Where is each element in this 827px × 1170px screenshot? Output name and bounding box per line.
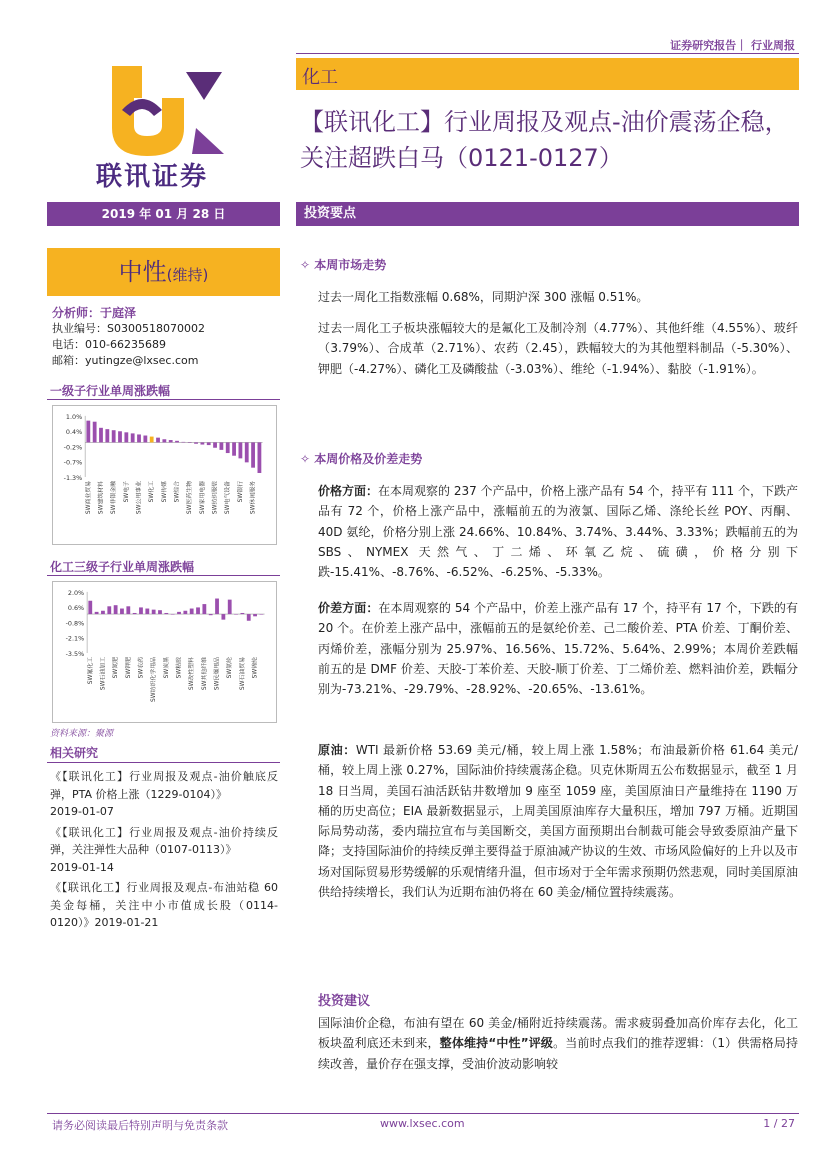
bar bbox=[207, 442, 211, 445]
bar bbox=[190, 609, 194, 615]
bar bbox=[156, 438, 160, 443]
bar bbox=[99, 428, 103, 443]
category-label: SW石油加工 bbox=[100, 656, 107, 691]
bar bbox=[93, 422, 97, 443]
bar bbox=[150, 437, 154, 443]
report-type-tag: 证券研究报告｜ 行业周报 bbox=[670, 39, 795, 52]
bar bbox=[139, 607, 143, 614]
research-divider bbox=[47, 762, 280, 763]
category-label: SW纺织服装 bbox=[212, 480, 219, 515]
chart1-divider bbox=[47, 399, 280, 400]
sector-bar bbox=[296, 58, 799, 90]
category-label: SW公用事业 bbox=[136, 480, 143, 515]
research-title: 相关研究 bbox=[50, 746, 99, 760]
spread-para bbox=[318, 598, 798, 699]
analyst-name: 分析师：于庭泽 bbox=[52, 306, 137, 320]
bar bbox=[152, 610, 156, 614]
bar bbox=[188, 442, 192, 443]
bar bbox=[245, 442, 249, 462]
bar bbox=[240, 613, 244, 614]
bar bbox=[232, 442, 236, 455]
report-title: 【联讯化工】行业周报及观点-油价震荡企稳，关注超跌白马（0121-0127） bbox=[300, 108, 789, 172]
footer-disclaimer[interactable]: 请务必阅读最后特别声明与免责条款 bbox=[52, 1119, 228, 1132]
footer-url[interactable]: www.lxsec.com bbox=[380, 1117, 465, 1130]
category-label: SW电子 bbox=[123, 480, 130, 503]
bar bbox=[209, 614, 213, 615]
bar bbox=[95, 612, 99, 614]
chart-source: 资料来源：聚源 bbox=[50, 729, 114, 739]
bar bbox=[221, 614, 225, 620]
category-label: SW氨纶 bbox=[227, 656, 234, 679]
chart2 bbox=[52, 581, 277, 723]
bar bbox=[228, 600, 232, 614]
advice-text-a: 国际油价企稳，布油有望在 60 美金/桶附近持续震荡。需求疲弱叠加高价库存去化，化工板块盈利底还未到来， bbox=[318, 1016, 798, 1051]
bar bbox=[219, 442, 223, 449]
chart1 bbox=[52, 405, 277, 545]
bar bbox=[200, 442, 204, 444]
bar bbox=[183, 611, 187, 614]
price-lead: 价格方面： bbox=[318, 484, 379, 498]
y-tick-label: -3.5% bbox=[65, 649, 85, 658]
sector-label: 化工 bbox=[302, 67, 338, 88]
header-divider bbox=[296, 53, 799, 54]
bar bbox=[120, 609, 124, 615]
bar bbox=[169, 440, 173, 442]
rating-sub: (维持) bbox=[166, 266, 209, 284]
bar bbox=[226, 442, 230, 453]
section-market-trend: ✧ 本周市场走势 bbox=[300, 258, 387, 272]
bar bbox=[238, 442, 242, 458]
analyst-block bbox=[52, 305, 205, 369]
bar bbox=[88, 601, 92, 614]
oil-para bbox=[318, 740, 798, 902]
report-date: 2019 年 01 月 28 日 bbox=[47, 202, 280, 226]
y-tick-label: 0.4% bbox=[65, 428, 83, 437]
footer-page: 1 / 27 bbox=[763, 1117, 795, 1130]
advice-para bbox=[318, 1013, 798, 1074]
oil-lead: 原油： bbox=[318, 743, 356, 757]
category-label: SW家用电器 bbox=[199, 480, 206, 515]
bar bbox=[107, 606, 111, 614]
category-label: SW化工 bbox=[149, 480, 156, 503]
bar bbox=[181, 442, 185, 443]
market-para-2: 过去一周化工子板块涨幅较大的是氟化工及制冷剂（4.77%）、其他纤维（4.55%）、玻纤（3.79%）、合成革（2.71%）、农药（2.45），跌幅较大的为其他塑料制品（-5.30%）、钾肥（-4.27%）、磷化工及磷酸盐（-3.03%）、维纶（-1.94%）、黏胶（-1.91%）。 bbox=[318, 321, 798, 376]
footer-divider bbox=[47, 1113, 799, 1114]
bar bbox=[253, 614, 257, 616]
bar bbox=[126, 606, 130, 614]
bar bbox=[118, 431, 122, 442]
bar bbox=[112, 430, 116, 442]
category-label: SW纺织化学用品 bbox=[151, 656, 158, 702]
y-tick-label: -0.7% bbox=[63, 458, 83, 467]
y-tick-label: -1.3% bbox=[63, 473, 83, 482]
bar bbox=[145, 609, 149, 615]
bar bbox=[251, 442, 255, 467]
section-investment-advice: 投资建议 bbox=[318, 994, 371, 1009]
chart1-title: 一级子行业单周涨跌幅 bbox=[50, 384, 171, 398]
bar bbox=[101, 611, 105, 614]
market-para-1: 过去一周化工指数涨幅 0.68%，同期沪深 300 涨幅 0.51%。 bbox=[318, 290, 649, 304]
y-tick-label: 0.6% bbox=[67, 604, 85, 613]
category-label: SW其他纤维 bbox=[201, 656, 208, 691]
category-label: SW石油贸易 bbox=[239, 656, 246, 691]
research-item[interactable]: 《【联讯化工】行业周报及观点-布油站稳 60 美金每桶，关注中小市值成长股（0114-0120）》2019-01-21 bbox=[50, 881, 278, 929]
spread-lead: 价差方面： bbox=[318, 601, 379, 615]
bar bbox=[215, 599, 219, 615]
chart2-title: 化工三级子行业单周涨跌幅 bbox=[50, 560, 195, 574]
research-list bbox=[50, 768, 278, 932]
bar bbox=[164, 613, 168, 614]
category-label: SW银行 bbox=[237, 480, 244, 503]
y-tick-label: -0.2% bbox=[63, 443, 83, 452]
y-tick-label: -0.8% bbox=[65, 619, 85, 628]
bar bbox=[247, 614, 251, 621]
research-item[interactable]: 《【联讯化工】行业周报及观点-油价持续反弹，关注弹性大品种（0107-0113）》 bbox=[50, 825, 278, 856]
research-item[interactable]: 《【联讯化工】行业周报及观点-油价触底反弹，PTA 价格上涨（1229-0104）》 bbox=[50, 770, 278, 801]
summary-heading: 投资要点 bbox=[296, 202, 799, 226]
category-label: SW钾肥 bbox=[125, 656, 132, 679]
bar bbox=[177, 612, 181, 614]
bar bbox=[105, 429, 109, 442]
category-label: SW农药 bbox=[138, 656, 145, 679]
rating-box bbox=[47, 248, 280, 296]
bar bbox=[133, 613, 137, 614]
bar bbox=[114, 605, 118, 614]
category-label: SW锦纶 bbox=[252, 656, 259, 679]
category-label: SW非银金融 bbox=[111, 480, 118, 515]
y-tick-label: 2.0% bbox=[67, 588, 85, 597]
category-label: SW综合 bbox=[174, 480, 181, 503]
bar bbox=[258, 442, 262, 473]
section-price-trend: ✧ 本周价格及价差走势 bbox=[300, 452, 423, 466]
category-label: SW改性塑料 bbox=[189, 656, 196, 691]
research-date: 2019-01-14 bbox=[50, 860, 114, 874]
category-label: SW氮肥 bbox=[113, 656, 120, 679]
bar bbox=[143, 436, 147, 443]
oil-text: WTI 最新价格 53.69 美元/桶，较上周上涨 1.58%；布油最新价格 61.64 美元/桶，较上周上涨 0.27%，国际油价持续震荡企稳。贝克休斯周五公布数据显示，截至 1 月 18 日当周，美国石油活跃钻井数增加 9 座至 1059 座，美国原油日产量维持在 1190 万桶的历史高位；EIA 最新数据显示，上周美国原油库存大量积压，增加 797 万桶。近期国际局势动荡，委内瑞拉宣布与美国断交，美国方面预期出台制裁可能会导致委原油产量下降；支持国际油价的持续反弹主要得益于原油减产协议的生效、市场风险偏好的上升以及市场对国际贸易形势缓解的乐观情绪升温，但市场对于全年需求预期仍然悲观，同时美国原油供给持续增长，我们认为近期布油仍将在 60 美金/桶位置持续震荡。 bbox=[318, 743, 799, 900]
research-date: 2019-01-07 bbox=[50, 805, 114, 818]
category-label: SW炭黑 bbox=[163, 656, 170, 679]
analyst-email: 邮箱：yutingze@lxsec.com bbox=[52, 354, 199, 367]
spread-text: 在本周观察的 54 个产品中，价差上涨产品有 17 个，持平有 17 个，下跌的有 20 个。在价差上涨产品中，涨幅前五的是氨纶价差、己二酸价差、PTA 价差、丁酮价差、丙烯价差，涨幅分别为 25.97%、16.56%、15.72%、5.64%、2.99%；本周价差跌幅前五的是 DMF 价差、天胶-丁苯价差、天胶-顺丁价差、丁二烯价差、燃料油价差，跌幅分别为-73.21%、-29.79%、-28.92%、-20.65%、-13.61%。 bbox=[318, 601, 798, 697]
advice-text-c: 。当前时点我们的推荐逻辑：（1）供需格局持续改善，量价存在强支撑，受油价波动影响较 bbox=[318, 1036, 798, 1071]
category-label: SW商业贸易 bbox=[85, 480, 92, 515]
chart2-divider bbox=[47, 575, 280, 576]
analyst-phone: 电话：010-66235689 bbox=[52, 338, 166, 351]
bar bbox=[196, 607, 200, 614]
category-label: SW粘胶 bbox=[176, 656, 183, 679]
bar bbox=[202, 604, 206, 614]
bar bbox=[158, 610, 162, 614]
bar bbox=[86, 421, 90, 443]
rating-value: 中性 bbox=[118, 258, 167, 286]
category-label: SW建筑材料 bbox=[98, 480, 105, 515]
category-label: SW传媒 bbox=[161, 480, 168, 503]
advice-rating: 整体维持“中性”评级 bbox=[439, 1036, 554, 1051]
bar bbox=[137, 434, 141, 442]
analyst-cert: 执业编号：S0300518070002 bbox=[52, 322, 205, 335]
bar bbox=[131, 433, 135, 442]
y-tick-label: 1.0% bbox=[65, 412, 83, 421]
bar bbox=[213, 442, 217, 447]
category-label: SW民爆用品 bbox=[214, 656, 221, 691]
price-para bbox=[318, 481, 798, 582]
bar bbox=[194, 442, 198, 443]
y-tick-label: -2.1% bbox=[65, 634, 85, 643]
bar bbox=[124, 432, 128, 442]
bar bbox=[162, 439, 166, 442]
category-label: SW医药生物 bbox=[187, 480, 194, 515]
category-label: SW电气设备 bbox=[225, 480, 232, 515]
category-label: SW休闲服务 bbox=[250, 480, 257, 515]
price-text: 在本周观察的 237 个产品中，价格上涨产品有 54 个，持平有 111 个，下跌产品有 72 个，价格上涨产品中，涨幅前五的为液氯、国际乙烯、涤纶长丝 POY、丙酮、40D 氨纶，价格分别上涨 24.66%、10.84%、3.74%、3.44%、3.33%；跌幅前五的为 SBS、NYMEX 天然气、丁二烯、环氧乙烷、硫磺，价格分别下跌-15.41%、-8.76%、-6.52%、-6.25%、-5.33%。 bbox=[318, 484, 798, 580]
category-label: SW氟化工 bbox=[87, 656, 94, 685]
logo-text: 联讯证券 bbox=[96, 162, 209, 192]
bar bbox=[175, 441, 179, 443]
